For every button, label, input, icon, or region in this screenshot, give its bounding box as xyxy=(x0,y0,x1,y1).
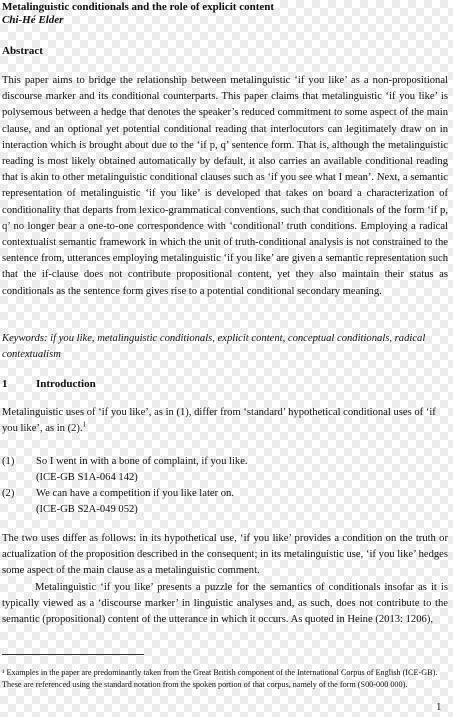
footnote-marker: 1 xyxy=(82,420,87,429)
paragraph-puzzle: Metalinguistic ‘if you like’ presents a puzzle for the semantics of conditionals insofar as it is typically viewed as a ‘discourse marker’ in linguistic analyses and, as such, does not contribute to the semantic (propositional) content of the utterance in which it occurs. As quoted in Heine (2013: 1206), xyxy=(2,581,448,626)
example-source: (ICE-GB S1A-064 142) xyxy=(36,472,138,483)
footnote-rule xyxy=(2,654,144,655)
page-number: 1 xyxy=(436,701,442,713)
paper-author: Chi-Hé Elder xyxy=(2,14,64,26)
body-paragraph xyxy=(2,531,448,628)
footnote: ¹ Examples in the paper are predominantly taken from the Great British component of the International Corpus of English (ICE-GB). These are referenced using the standard notation from the spoken portion of that corpus, namely of the form (S00-000 000). xyxy=(2,668,438,689)
example-number: (1) xyxy=(2,456,15,467)
example-source: (ICE-GB S2A-049 052) xyxy=(36,504,138,515)
keywords: Keywords: if you like, metalinguistic conditionals, explicit content, conceptual conditionals, radical contextualism xyxy=(2,333,426,361)
intro-text: Metalinguistic uses of ‘if you like’, as in (1), differ from ‘standard’ hypothetical conditional uses of ‘if you like’, as in (2). xyxy=(2,407,436,435)
example-text: We can have a competition if you like later on. xyxy=(36,488,235,499)
paper-title: Metalinguistic conditionals and the role of explicit content xyxy=(2,1,275,13)
section-title: Introduction xyxy=(36,378,96,390)
example-number: (2) xyxy=(2,488,15,499)
intro-paragraph xyxy=(2,405,448,437)
abstract-heading: Abstract xyxy=(2,45,43,57)
paragraph-hypothetical-vs-metalinguistic: The two uses differ as follows: in its hypothetical use, ‘if you like’ provides a condition on the truth or actualization of the proposition described in the consequent; in its metalinguistic use, ‘if you like’ hedges some aspect of the main clause as a metalinguistic comment. xyxy=(2,533,448,577)
example-text: So I went in with a bone of complaint, if you like. xyxy=(36,456,248,467)
section-number: 1 xyxy=(2,378,8,390)
abstract-text: This paper aims to bridge the relationship between metalinguistic ‘if you like’ as a non-propositional discourse marker and its conditional counterparts. This paper claims that metalinguistic ‘if you like’ is polysemous between a hedge that denotes the speaker’s reduced commitment to some aspect of the main clause, and an optional yet potential conditional reading that interlocutors can legitimately draw on in interaction which is brought about due to the ‘if p, q’ sentence form. That is, although the metalinguistic reading is most likely obtained automatically by default, it also carries an available conditional reading that is akin to other metalinguistic conditional clauses such as ‘if you see what I mean’. Next, a semantic representation of metalinguistic ‘if you like’ is developed that takes on board a characterization of conditionality that departs from lexico-grammatical conventions, such that conditionals of the form ‘if p, q’ no longer bear a one-to-one correspondence with ‘conditional’ truth conditions. Employing a radical contextualist semantic framework in which the unit of truth-conditional analysis is not constrained to the sentence from, utterances employing metalinguistic ‘if you like’ are given a semantic representation such that the if-clause does not contribute propositional content, yet they also maintain their status as conditionals as the sentence form gives rise to a potential conditional secondary meaning. xyxy=(2,75,448,297)
